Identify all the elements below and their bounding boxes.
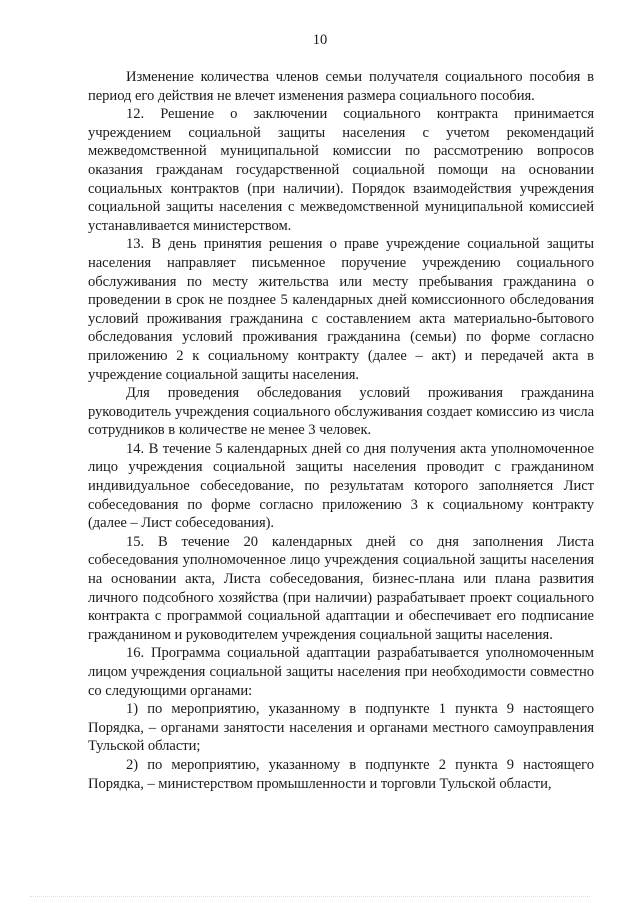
paragraph-item-15: 15. В течение 20 календарных дней со дня заполнения Листа собеседования уполномоченное лицо учреждения социальной защиты населения на основании акта, Листа собеседования, бизнес-плана или плана развития личного подсобного хозяйства (при наличии) разрабатывает проект социального контракта с программой социальной адаптации и обеспечивает его подписание гражданином и руководителем учреждения социальной защиты населения. xyxy=(88,533,594,643)
paragraph-item-16: 16. Программа социальной адаптации разрабатывается уполномоченным лицом учреждения социальной защиты населения при необходимости совместно со следующими органами: xyxy=(88,645,594,699)
paragraph-item-12: 12. Решение о заключении социального контракта принимается учреждением социальной защиты населения с учетом рекомендаций межведомственной муниципальной комиссии по рассмотрению вопросов оказания гражданам государственной социальной помощи на основании социальных контрактов (при наличии). Порядок взаимодействия учреждения социальной защиты населения с межведомственной муниципальной комиссией устанавливается министерством. xyxy=(88,106,594,234)
page-number: 10 xyxy=(312,32,328,48)
document-body xyxy=(88,68,594,793)
paragraph-subitem-1: 1) по мероприятию, указанному в подпункте 1 пункта 9 настоящего Порядка, – органами занятости населения и органами местного самоуправления Тульской области; xyxy=(88,701,594,755)
paragraph-family-change: Изменение количества членов семьи получателя социального пособия в период его действия не влечет изменения размера социального пособия. xyxy=(88,69,594,104)
paragraph-inspection-commission: Для проведения обследования условий проживания гражданина руководитель учреждения социального обслуживания создает комиссию из числа сотрудников в количестве не менее 3 человек. xyxy=(88,385,594,439)
scan-artifact xyxy=(30,896,590,899)
paragraph-item-14: 14. В течение 5 календарных дней со дня получения акта уполномоченное лицо учреждения социальной защиты населения проводит с гражданином индивидуальное собеседование, по результатам которого заполняется Лист собеседования по форме согласно приложению 3 к социальному контракту (далее – Лист собеседования). xyxy=(88,440,594,532)
paragraph-subitem-2: 2) по мероприятию, указанному в подпункте 2 пункта 9 настоящего Порядка, – министерством промышленности и торговли Тульской области, xyxy=(88,756,594,792)
paragraph-item-13: 13. В день принятия решения о праве учреждение социальной защиты населения направляет письменное поручение учреждению социального обслуживания по месту жительства или месту пребывания гражданина о проведении в срок не позднее 5 календарных дней комиссионного обследования условий проживания гражданина с составлением акта материально-бытового обследования условий проживания гражданина (семьи) по форме согласно приложению 2 к социальному контракту (далее – акт) и передачей акта в учреждение социальной защиты населения. xyxy=(88,236,594,383)
